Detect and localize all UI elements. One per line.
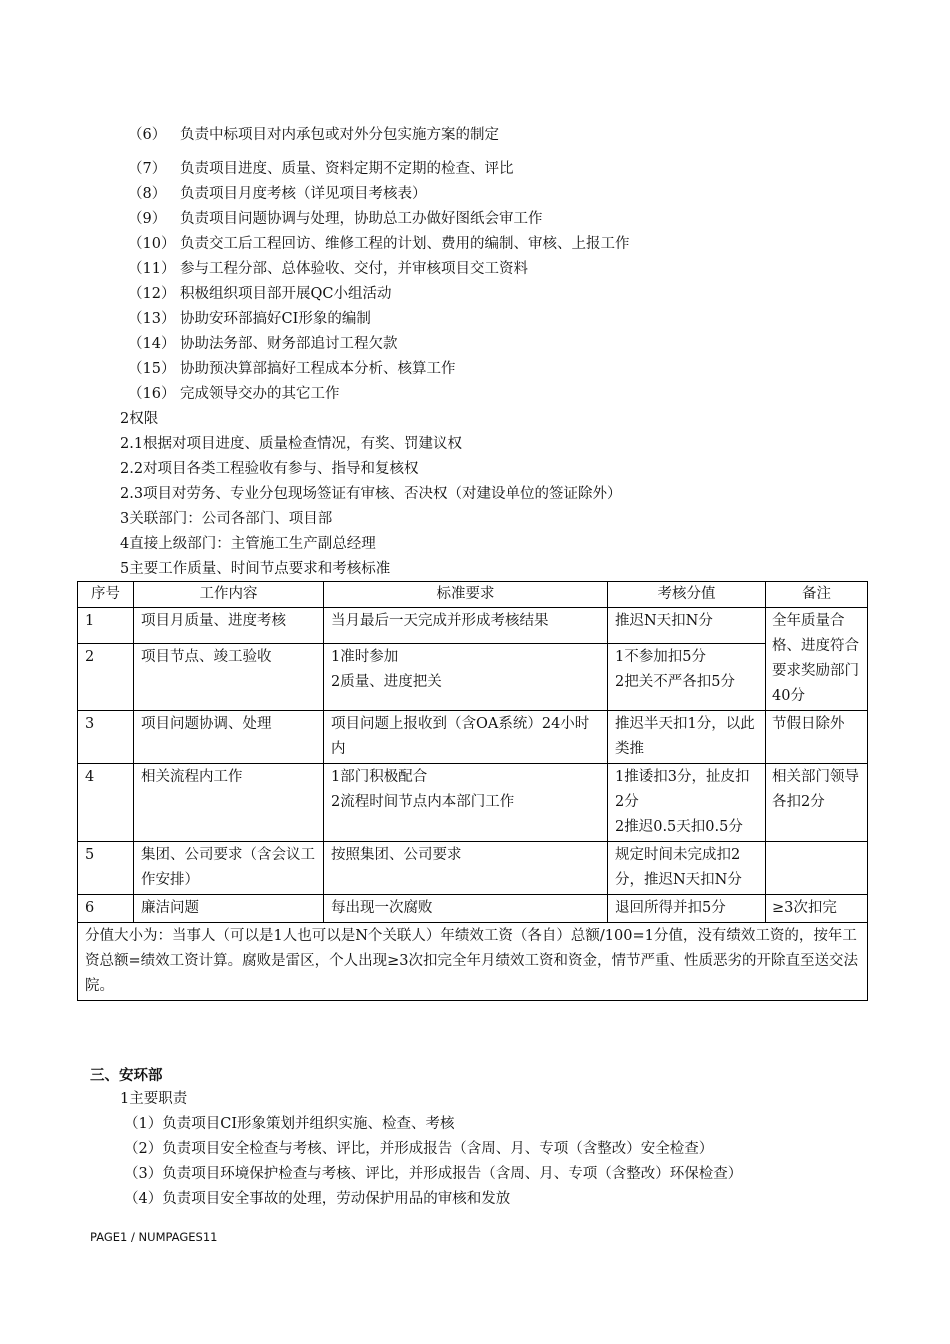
cell-content: 相关流程内工作	[134, 764, 324, 842]
section-heading-safety-env: 三、安环部	[90, 1068, 163, 1084]
duty-text: 负责项目进度、质量、资料定期不定期的检查、评比	[180, 161, 514, 177]
cell-note: ≥3次扣完	[766, 895, 868, 923]
duty-item	[128, 284, 391, 304]
cell-no: 5	[78, 842, 134, 895]
header-note: 备注	[766, 582, 868, 608]
related-departments: 3关联部门：公司各部门、项目部	[120, 511, 333, 527]
duty-item	[128, 384, 340, 404]
duty-number: （13）	[128, 311, 176, 327]
duty-item	[128, 234, 630, 254]
cell-standard	[324, 764, 608, 842]
cell-no: 4	[78, 764, 134, 842]
duty-item: （1）负责项目CI形象策划并组织实施、检查、考核	[124, 1116, 455, 1132]
duty-number: （15）	[128, 361, 176, 377]
header-standard: 标准要求	[324, 582, 608, 608]
page-footer: PAGE1 / NUMPAGES11	[90, 1230, 218, 1244]
duty-text: 协助预决算部搞好工程成本分析、核算工作	[180, 361, 456, 377]
duty-text: 负责项目问题协调与处理，协助总工办做好图纸会审工作	[180, 211, 543, 227]
duty-item	[128, 334, 398, 354]
cell-content: 项目月质量、进度考核	[134, 608, 324, 644]
table-header-row	[78, 582, 868, 608]
score-line: 1推诿扣3分，扯皮扣2分	[615, 769, 750, 810]
duty-item	[128, 259, 528, 279]
table-row	[78, 842, 868, 895]
duty-number: （16）	[128, 386, 176, 402]
cell-score: 退回所得并扣5分	[608, 895, 766, 923]
cell-content: 项目节点、竣工验收	[134, 643, 324, 710]
cell-standard: 按照集团、公司要求	[324, 842, 608, 895]
cell-content: 集团、公司要求（含会议工作安排）	[134, 842, 324, 895]
authority-item: 2.3项目对劳务、专业分包现场签证有审核、否决权（对建设单位的签证除外）	[120, 486, 622, 502]
duty-number: （9）	[128, 211, 167, 227]
duty-item	[128, 159, 514, 179]
duty-item: （2）负责项目安全检查与考核、评比，并形成报告（含周、月、专项（含整改）安全检查）	[124, 1141, 714, 1157]
duty-text: 协助法务部、财务部追讨工程欠款	[180, 336, 398, 352]
duty-item: （4）负责项目安全事故的处理，劳动保护用品的审核和发放	[124, 1191, 511, 1207]
cell-standard: 项目问题上报收到（含OA系统）24小时内	[324, 711, 608, 764]
score-line: 1不参加扣5分	[615, 648, 706, 665]
cell-no: 1	[78, 608, 134, 644]
cell-content: 项目问题协调、处理	[134, 711, 324, 764]
duty-number: （6）	[128, 127, 167, 143]
duty-text: 积极组织项目部开展QC小组活动	[180, 286, 392, 302]
duty-text: 负责项目月度考核（详见项目考核表）	[180, 186, 427, 202]
duty-item	[128, 184, 427, 204]
cell-standard: 当月最后一天完成并形成考核结果	[324, 608, 608, 644]
cell-score	[608, 643, 766, 710]
duty-item	[128, 125, 499, 145]
duty-item	[128, 309, 371, 329]
duty-text: 负责交工后工程回访、维修工程的计划、费用的编制、审核、上报工作	[180, 236, 630, 252]
score-explanation: 分值大小为：当事人（可以是1人也可以是N个关联人）年绩效工资（各自）总额/100=1分值，没有绩效工资的，按年工资总额=绩效工资计算。腐败是雷区，个人出现≥3次扣完全年月绩效工资和资金，情节严重、性质恶劣的开除直至送交法院。	[78, 923, 868, 1001]
duty-number: （11）	[128, 261, 176, 277]
cell-note: 相关部门领导各扣2分	[766, 764, 868, 842]
main-duties-title: 1主要职责	[120, 1091, 188, 1107]
assessment-table	[77, 581, 868, 1001]
section-title-authority: 2权限	[120, 411, 159, 427]
score-line: 2推迟0.5天扣0.5分	[615, 819, 743, 835]
duty-number: （10）	[128, 236, 176, 252]
authority-item: 2.2对项目各类工程验收有参与、指导和复核权	[120, 461, 419, 477]
cell-score	[608, 764, 766, 842]
cell-standard	[324, 643, 608, 710]
cell-no: 6	[78, 895, 134, 923]
duty-text: 参与工程分部、总体验收、交付，并审核项目交工资料	[180, 261, 528, 277]
authority-item: 2.1根据对项目进度、质量检查情况，有奖、罚建议权	[120, 436, 463, 452]
table-row	[78, 711, 868, 764]
standard-line: 2流程时间节点内本部门工作	[331, 794, 515, 810]
cell-no: 2	[78, 643, 134, 710]
cell-score: 规定时间未完成扣2分，推迟N天扣N分	[608, 842, 766, 895]
cell-no: 3	[78, 711, 134, 764]
cell-score: 推迟半天扣1分，以此类推	[608, 711, 766, 764]
cell-content: 廉洁问题	[134, 895, 324, 923]
standard-line: 2质量、进度把关	[331, 673, 442, 690]
table-row	[78, 643, 868, 710]
cell-score: 推迟N天扣N分	[608, 608, 766, 644]
standard-line: 1准时参加	[331, 648, 399, 665]
duty-item: （3）负责项目环境保护检查与考核、评比，并形成报告（含周、月、专项（含整改）环保检查）	[124, 1166, 743, 1182]
duty-number: （7）	[128, 161, 167, 177]
score-line: 2把关不严各扣5分	[615, 673, 735, 690]
superior-department: 4直接上级部门：主管施工生产副总经理	[120, 536, 376, 552]
cell-note	[766, 842, 868, 895]
header-no: 序号	[78, 582, 134, 608]
cell-standard: 每出现一次腐败	[324, 895, 608, 923]
duty-number: （8）	[128, 186, 167, 202]
table-footer-row	[78, 923, 868, 1001]
duty-text: 负责中标项目对内承包或对外分包实施方案的制定	[180, 127, 499, 143]
table-row	[78, 895, 868, 923]
cell-note: 节假日除外	[766, 711, 868, 764]
duty-text: 协助安环部搞好CI形象的编制	[180, 311, 371, 327]
duty-number: （14）	[128, 336, 176, 352]
duty-number: （12）	[128, 286, 176, 302]
duty-text: 完成领导交办的其它工作	[180, 386, 340, 402]
header-score: 考核分值	[608, 582, 766, 608]
header-content: 工作内容	[134, 582, 324, 608]
duty-item	[128, 209, 543, 229]
standard-line: 1部门积极配合	[331, 769, 428, 785]
standards-title: 5主要工作质量、时间节点要求和考核标准	[120, 561, 391, 577]
table-row	[78, 608, 868, 644]
cell-note-merged: 全年质量合格、进度符合要求奖励部门40分	[766, 608, 868, 711]
table-row	[78, 764, 868, 842]
duty-item	[128, 359, 456, 379]
